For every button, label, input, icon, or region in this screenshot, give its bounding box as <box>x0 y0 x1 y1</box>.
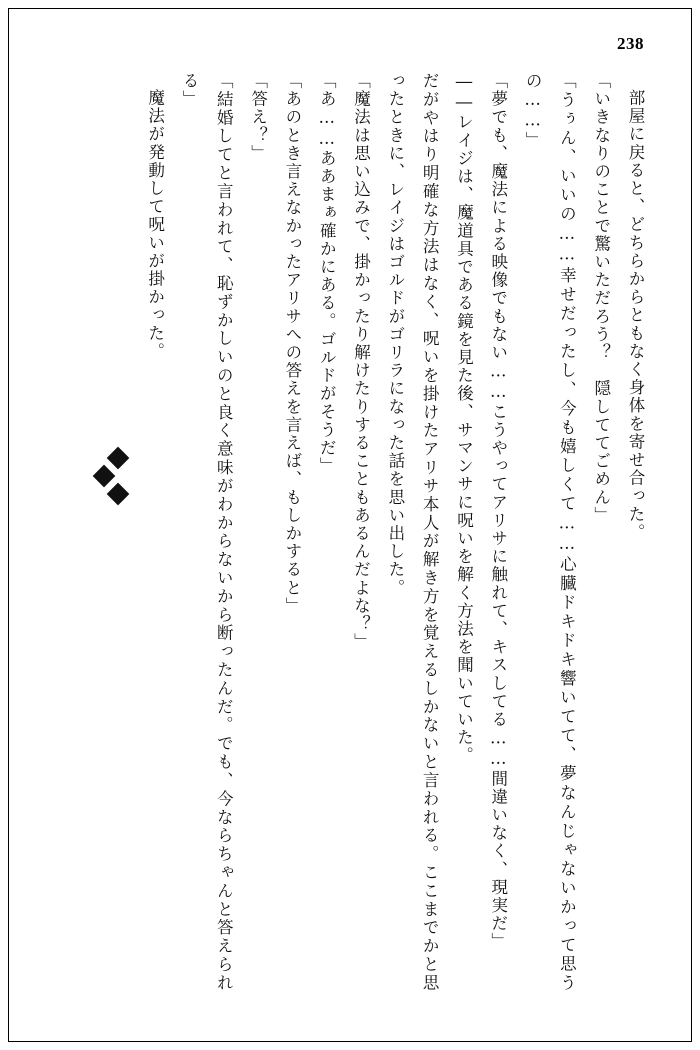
paragraph: 「あのとき言えなかったアリサへの答えを言えば、もしかすると」 <box>282 72 302 615</box>
paragraph: 「答え？」 <box>248 72 268 163</box>
page-number: 238 <box>617 34 644 53</box>
page-body-text <box>52 72 652 992</box>
paragraph: 「あ……ああまぁ確かにある。ゴルドがそうだ」 <box>317 72 337 476</box>
paragraph: ――レイジは、魔道具である鏡を見た後、サマンサに呪いを解く方法を聞いていた。 <box>454 72 474 765</box>
paragraph: 「魔法は思い込みで、掛かったり解けたりすることもあるんだよな？」 <box>351 72 371 652</box>
paragraph: 魔法が発動して呪いが掛かった。 <box>145 88 165 360</box>
paragraph: 「いきなりのことで驚いただろう？ 隠しててごめん」 <box>591 72 611 525</box>
paragraph: 部屋に戻ると、どちらからともなく身体を寄せ合った。 <box>626 88 645 541</box>
paragraph: 「夢でも、魔法による映像でもない……こうやってアリサに触れて、キスしてる……間違いなく、現実だ」 <box>488 72 508 951</box>
paragraph: だがやはり明確な方法はなく、呪いを掛けたアリサ本人が解き方を覚えるしかないと言われる。ここまでかと思ったときに、レイジはゴルドがゴリラになった話を思い出した。 <box>385 72 440 992</box>
paragraph: 「結婚してと言われて、恥ずかしいのと良く意味がわからないから断ったんだ。でも、今ならちゃんと答えられる」 <box>179 72 234 992</box>
paragraph: 「うぅん、いいの……幸せだったし、今も嬉しくて……心臓ドキドキ響いてて、夢なんじゃないかって思うの……」 <box>523 72 577 992</box>
